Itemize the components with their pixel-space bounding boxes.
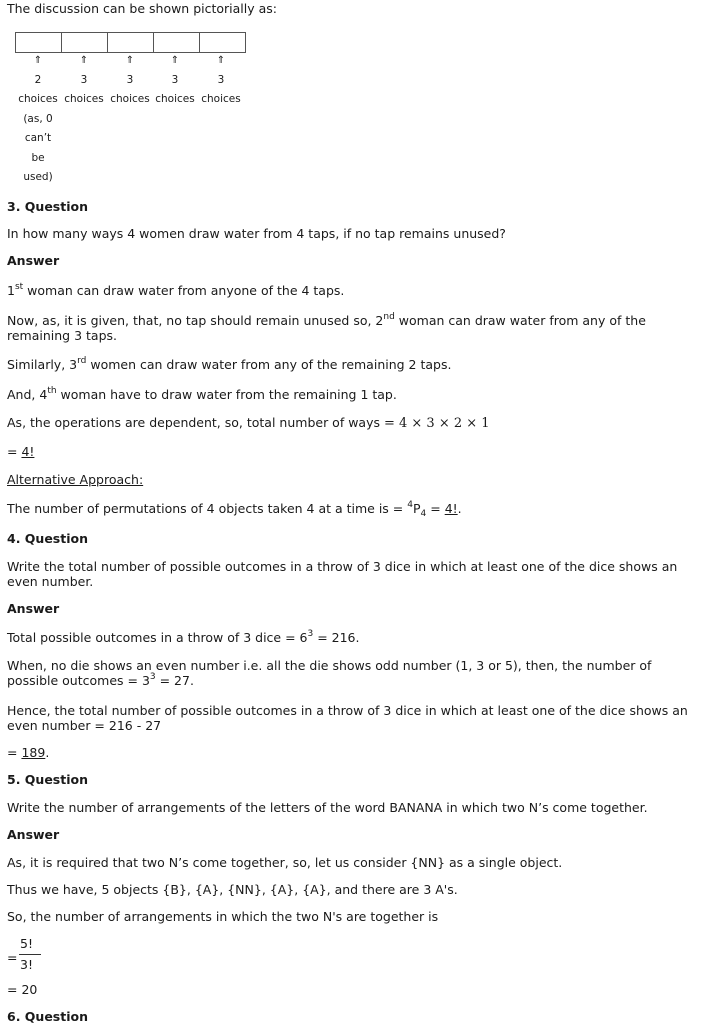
choice-column-5: ⇑ 3 choices: [198, 51, 244, 110]
choice-column-3: ⇑ 3 choices: [107, 51, 153, 110]
answer-4-line-2: When, no die shows an even number i.e. all the die shows odd number (1, 3 or 5), then, the number of possible outcomes = $3^3 = 27$.: [7, 658, 652, 688]
box-4: [153, 32, 200, 53]
question-5-heading: 5. Question: [7, 772, 88, 787]
up-arrow-icon: ⇑: [125, 55, 135, 66]
choice-column-1: ⇑ 2 choices (as, 0 can’t be used): [15, 51, 61, 188]
up-arrow-icon: ⇑: [79, 55, 89, 66]
answer-3-line-4: And, 4th woman have to draw water from the remaining 1 tap.: [7, 386, 397, 402]
answer-4-label: Answer: [7, 601, 60, 616]
answer-5-line-2: Thus we have, 5 objects {B}, {A}, {NN}, {A}, {A}, and there are 3 A's.: [7, 882, 458, 897]
box-1: [15, 32, 62, 53]
up-arrow-icon: ⇑: [33, 55, 43, 66]
answer-4-line-3: Hence, the total number of possible outcomes in a throw of 3 dice in which at least one of the dice shows an even number = 216 - 27: [7, 703, 688, 733]
question-6-heading: 6. Question: [7, 1009, 88, 1024]
choice-column-4: ⇑ 3 choices: [152, 51, 198, 110]
choice-column-2: ⇑ 3 choices: [61, 51, 107, 110]
answer-5-line-1: As, it is required that two N’s come together, so, let us consider {NN} as a single object.: [7, 855, 563, 870]
answer-4-line-1: Total possible outcomes in a throw of 3 dice = $6^3 = 216$.: [7, 629, 360, 645]
intro-text: The discussion can be shown pictorially as:: [7, 1, 278, 16]
question-5-text: Write the number of arrangements of the letters of the word BANANA in which two N’s come together.: [7, 800, 648, 815]
box-3: [107, 32, 154, 53]
answer-3-line-1: 1st woman can draw water from anyone of the 4 taps.: [7, 282, 345, 298]
question-3-heading: 3. Question: [7, 199, 88, 214]
answer-4-line-4: = 189.: [7, 745, 50, 760]
answer-3-line-2: Now, as, it is given, that, no tap should remain unused so, 2nd woman can draw water from any of the remaining 3 taps.: [7, 312, 646, 343]
answer-3-line-5: As, the operations are dependent, so, total number of ways = 4 × 3 × 2 × 1: [7, 415, 490, 431]
fraction-denominator: 3!: [20, 957, 33, 972]
alternative-approach-heading: Alternative Approach:: [7, 472, 144, 487]
answer-5-label: Answer: [7, 827, 60, 842]
box-2: [61, 32, 108, 53]
fraction-numerator: 5!: [20, 936, 33, 951]
box-5: [199, 32, 246, 53]
question-4-text: Write the total number of possible outcomes in a throw of 3 dice in which at least one of the dice shows an even number.: [7, 559, 678, 589]
up-arrow-icon: ⇑: [170, 55, 180, 66]
answer-5-line-4: = 20: [7, 982, 38, 997]
question-4-heading: 4. Question: [7, 531, 88, 546]
question-3-text: In how many ways 4 women draw water from 4 taps, if no tap remains unused?: [7, 226, 506, 241]
answer-5-line-3: So, the number of arrangements in which the two N's are together is: [7, 909, 439, 924]
choice-boxes: [15, 32, 245, 52]
fraction-bar: [19, 954, 41, 955]
answer-3-line-7: The number of permutations of 4 objects taken 4 at a time is = $^4P_4 = 4$!.: [7, 500, 462, 519]
answer-3-label: Answer: [7, 253, 60, 268]
answer-3-line-6: = 4!: [7, 444, 35, 459]
answer-3-line-3: Similarly, 3rd women can draw water from any of the remaining 2 taps.: [7, 356, 452, 372]
up-arrow-icon: ⇑: [216, 55, 226, 66]
